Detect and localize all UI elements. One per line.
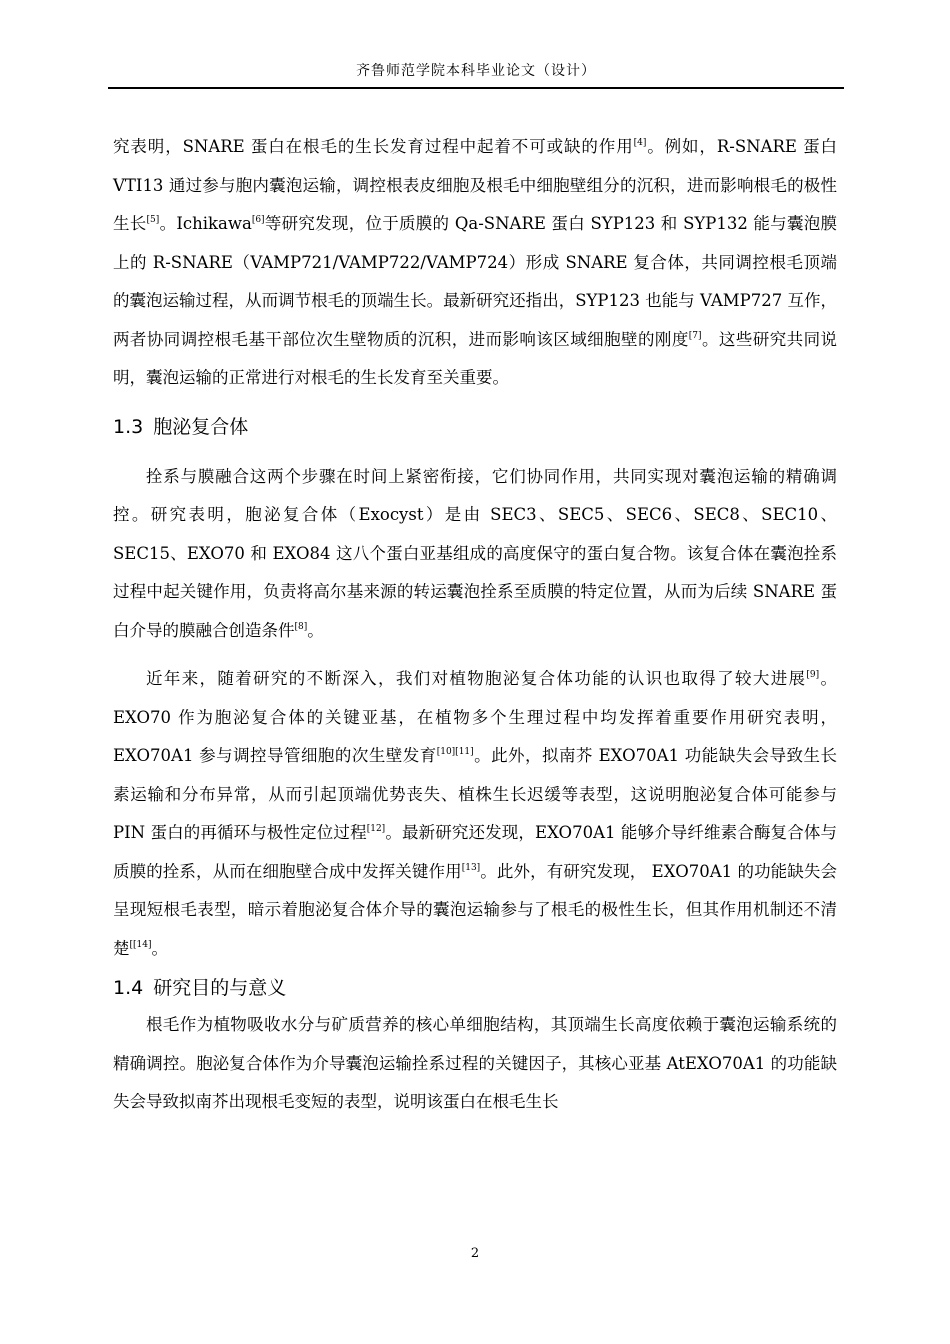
section-heading-1-3: 1.3 胞泌复合体 [113, 415, 249, 438]
paragraph: 近年来，随着研究的不断深入，我们对植物胞泌复合体功能的认识也取得了较大进展[9]。EXO70 作为胞泌复合体的关键亚基，在植物多个生理过程中均发挥着重要作用研究表明，EXO70A1 参与调控导管细胞的次生壁发育[10][11]。此外，拟南芥 EXO70A1 功能缺失会导致生长素运输和分布异常，从而引起顶端优势丧失、植株生长迟缓等表型，这说明胞泌复合体可能参与 PIN 蛋白的再循环与极性定位过程[12]。最新研究还发现，EXO70A1 能够介导纤维素合酶复合体与质膜的拴系，从而在细胞壁合成中发挥关键作用[13]。此外，有研究发现， EXO70A1 的功能缺失会呈现短根毛表型，暗示着胞泌复合体介导的囊泡运输参与了根毛的极性生长，但其作用机制还不清楚[[14]。 [113, 669, 838, 958]
citation: [12] [366, 824, 386, 834]
running-header: 齐鲁师范学院本科毕业论文（设计） [356, 63, 596, 79]
paragraph: 拴系与膜融合这两个步骤在时间上紧密衔接，它们协同作用，共同实现对囊泡运输的精确调控。研究表明，胞泌复合体（Exocyst）是由 SEC3、SEC5、SEC6、SEC8、SEC10、SEC15、EXO70 和 EXO84 这八个蛋白亚基组成的高度保守的蛋白复合物。该复合体在囊泡拴系过程中起关键作用，负责将高尔基来源的转运囊泡拴系至质膜的特定位置，从而为后续 SNARE 蛋白介导的膜融合创造条件[8]。 [113, 466, 837, 640]
citation: [5] [146, 215, 160, 225]
citation: [9] [806, 670, 820, 680]
citation: [7] [688, 330, 702, 341]
citation: [4] [633, 138, 647, 148]
header-rule [108, 87, 844, 89]
paragraph: 究表明，SNARE 蛋白在根毛的生长发育过程中起着不可或缺的作用[4]。例如，R-SNARE 蛋白 VTI13 通过参与胞内囊泡运输，调控根表皮细胞及根毛中细胞壁组分的沉积，进而影响根毛的极性生长[5]。Ichikawa[6]等研究发现，位于质膜的 Qa-SNARE 蛋白 SYP123 和 SYP132 能与囊泡膜上的 R-SNARE（VAMP721/VAMP722/VAMP724）形成 SNARE 复合体，共同调控根毛顶端的囊泡运输过程，从而调节根毛的顶端生长。最新研究还指出，SYP123 也能与 VAMP727 互作，两者协同调控根毛基干部位次生壁物质的沉积，进而影响该区域细胞壁的刚度[7]。这些研究共同说明，囊泡运输的正常进行对根毛的生长发育至关重要。 [113, 137, 838, 387]
paragraph: 根毛作为植物吸收水分与矿质营养的核心单细胞结构，其顶端生长高度依赖于囊泡运输系统的精确调控。胞泌复合体作为介导囊泡运输拴系过程的关键因子，其核心亚基 AtEXO70A1 的功能缺失会导致拟南芥出现根毛变短的表型，说明该蛋白在根毛生长 [113, 1015, 837, 1111]
citation: [10][11] [436, 747, 474, 757]
page-number: 2 [470, 1246, 480, 1261]
citation: [6] [251, 215, 265, 225]
citation: [13] [461, 862, 481, 873]
section-heading-1-4: 1.4 研究目的与意义 [113, 977, 287, 999]
citation: [8] [294, 621, 308, 632]
paragraph-gap [113, 650, 837, 660]
body-text [113, 128, 837, 1122]
citation: [[14] [129, 939, 152, 950]
